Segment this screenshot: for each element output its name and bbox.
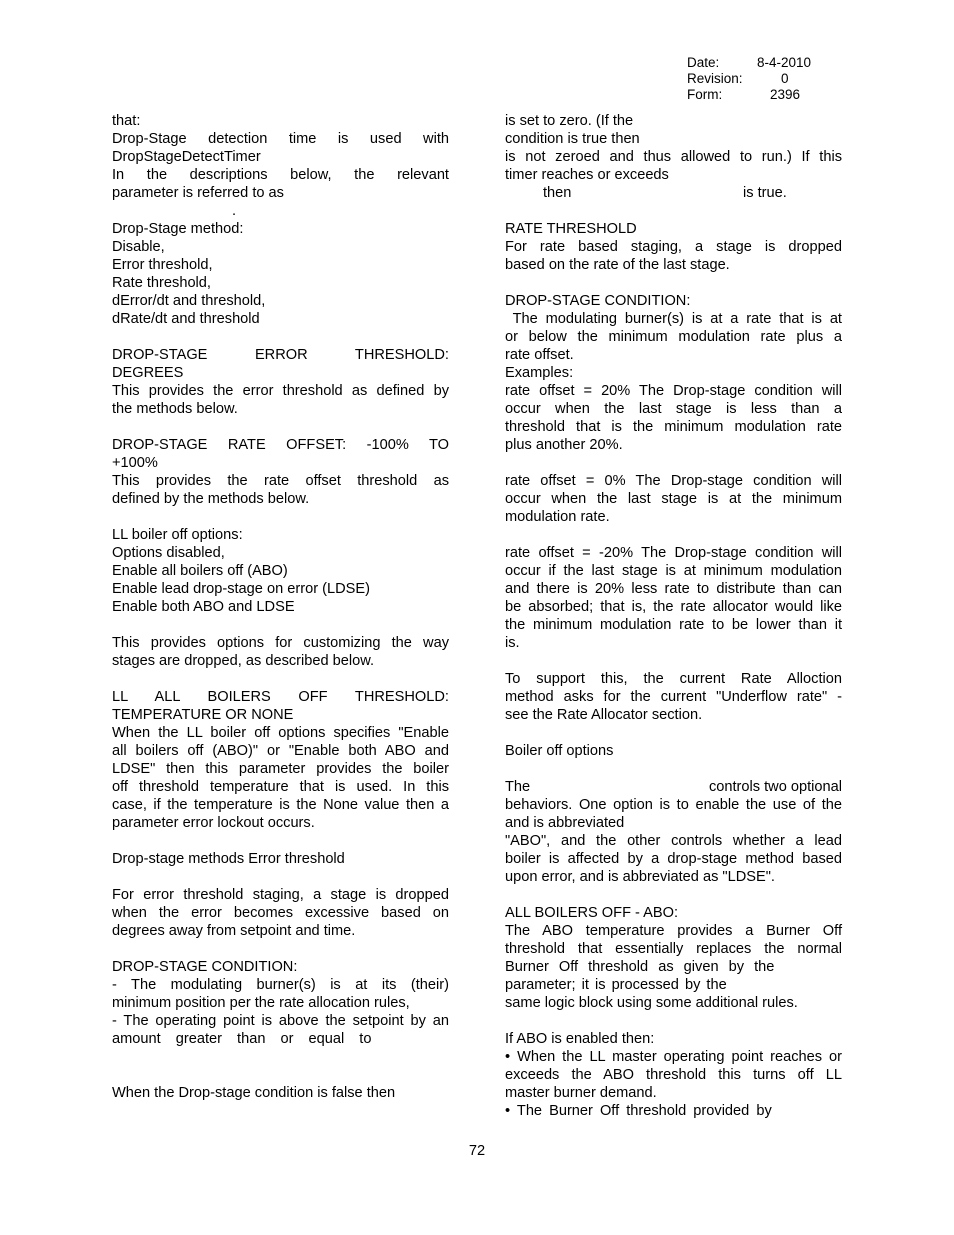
text-line: see the Rate Allocator section. — [505, 707, 703, 723]
section-heading: DROP-STAGE CONDITION: — [505, 293, 691, 309]
text-line: is set to zero. (If the — [505, 113, 634, 129]
text-line: that: — [112, 113, 141, 129]
text-line: rate offset = 20% The Drop-stage condition will — [505, 383, 842, 399]
text-line: when the error becomes excessive based on — [112, 905, 449, 921]
right-column — [505, 112, 842, 1120]
section-heading: Drop-Stage method: — [112, 221, 244, 237]
text-line: stages are dropped, as described below. — [112, 653, 375, 669]
section-heading: Boiler off options — [505, 743, 614, 759]
text-line: defined by the methods below. — [112, 491, 310, 507]
list-item: • The Burner Off threshold provided by — [505, 1103, 772, 1119]
text-line: To support this, the current Rate Alloction — [505, 671, 842, 687]
text-line: This provides the rate offset threshold as — [112, 473, 449, 489]
section-heading: Drop-stage methods Error threshold — [112, 851, 345, 867]
text-line: and there is 20% less rate to distribute than can — [505, 581, 842, 597]
text-line: For rate based staging, a stage is dropped — [505, 239, 842, 255]
text-line: amount greater than or equal to — [112, 1031, 372, 1047]
section-heading: LL ALL BOILERS OFF THRESHOLD: — [112, 689, 449, 705]
text-line: same logic block using some additional rules. — [505, 995, 798, 1011]
text-line: The ABO temperature provides a Burner Off — [505, 923, 842, 939]
header-revision: Revision: 0 — [687, 71, 789, 86]
section-heading: DEGREES — [112, 365, 184, 381]
text-line: rate offset = -20% The Drop-stage condition will — [505, 545, 842, 561]
text-line: This provides the error threshold as defined by — [112, 383, 449, 399]
text-line: is not zeroed and thus allowed to run.) If this — [505, 149, 842, 165]
text-line: and is abbreviated — [505, 815, 625, 831]
text-line: If ABO is enabled then: — [505, 1031, 655, 1047]
text-line: For error threshold staging, a stage is dropped — [112, 887, 449, 903]
text-line: rate offset. — [505, 347, 574, 363]
text-line: be absorbed; that is, the rate allocator would like — [505, 599, 842, 615]
section-heading: DROP-STAGE ERROR THRESHOLD: — [112, 347, 449, 363]
text-line: rate offset = 0% The Drop-stage condition will — [505, 473, 842, 489]
text-line: occur when the last stage is less than a — [505, 401, 842, 417]
list-item: dRate/dt and threshold — [112, 311, 260, 327]
text-line — [505, 184, 842, 202]
list-item: Disable, — [112, 239, 165, 255]
text-line: case, if the temperature is the None value then a — [112, 797, 449, 813]
list-item: Enable all boilers off (ABO) — [112, 563, 288, 579]
text-line: off threshold temperature that is used. In this — [112, 779, 449, 795]
list-item: master burner demand. — [505, 1085, 657, 1101]
list-item: Rate threshold, — [112, 275, 211, 291]
section-heading: ALL BOILERS OFF - ABO: — [505, 905, 679, 921]
section-heading: DROP-STAGE CONDITION: — [112, 959, 298, 975]
text-line: or below the minimum modulation rate plus a — [505, 329, 842, 345]
text-line: This provides options for customizing the way — [112, 635, 449, 651]
text-line: plus another 20%. — [505, 437, 623, 453]
list-item: Error threshold, — [112, 257, 213, 273]
text-line: the minimum modulation rate to be lower than it — [505, 617, 842, 633]
text-line: parameter; it is processed by the — [505, 977, 727, 993]
text-line — [505, 778, 842, 796]
text-line: LDSE" then this parameter provides the boiler — [112, 761, 449, 777]
text-line: upon error, and is abbreviated as "LDSE". — [505, 869, 775, 885]
text-line: based on the rate of the last stage. — [505, 257, 730, 273]
text-line: When the LL boiler off options specifies "Enable — [112, 725, 449, 741]
text-line: When the Drop-stage condition is false then — [112, 1085, 396, 1101]
document-header — [687, 55, 811, 103]
text-line: occur when the last stage is at the minimum — [505, 491, 842, 507]
text-fragment: is true. — [743, 185, 787, 201]
text-line: is. — [505, 635, 520, 651]
text-line: - The modulating burner(s) is at its (their) — [112, 977, 449, 993]
text-line: Drop-Stage detection time is used with — [112, 131, 449, 147]
list-item: exceeds the ABO threshold this turns off LL — [505, 1067, 842, 1083]
list-item: dError/dt and threshold, — [112, 293, 266, 309]
text-line: parameter is referred to as — [112, 185, 284, 201]
text-line: occur if the last stage is at minimum modulation — [505, 563, 842, 579]
text-line: method asks for the current "Underflow rate" - — [505, 689, 842, 705]
left-column — [112, 112, 449, 1102]
text-line: degrees away from setpoint and time. — [112, 923, 356, 939]
list-item: Options disabled, — [112, 545, 225, 561]
text-line: all boilers off (ABO)" or "Enable both ABO and — [112, 743, 449, 759]
text-line: . — [232, 203, 237, 219]
text-line: Burner Off threshold as given by the — [505, 959, 775, 975]
text-fragment: then — [543, 185, 572, 201]
text-line: parameter error lockout occurs. — [112, 815, 315, 831]
text-line: minimum position per the rate allocation rules, — [112, 995, 410, 1011]
text-line: boiler is affected by a drop-stage method based — [505, 851, 842, 867]
text-fragment: The — [505, 779, 531, 795]
text-line: threshold that is the minimum modulation rate — [505, 419, 842, 435]
text-line: DropStageDetectTimer — [112, 149, 261, 165]
header-date: Date: 8-4-2010 — [687, 55, 812, 70]
text-line: modulation rate. — [505, 509, 610, 525]
section-heading: DROP-STAGE RATE OFFSET: -100% TO — [112, 437, 449, 453]
text-line: the methods below. — [112, 401, 238, 417]
list-item: • When the LL master operating point reaches or — [505, 1049, 842, 1065]
section-heading: +100% — [112, 455, 158, 471]
text-line: condition is true then — [505, 131, 640, 147]
text-line: In the descriptions below, the relevant — [112, 167, 449, 183]
section-heading: LL boiler off options: — [112, 527, 243, 543]
text-line: threshold that essentially replaces the normal — [505, 941, 842, 957]
text-fragment: controls two optional — [708, 779, 842, 795]
text-line: Examples: — [505, 365, 574, 381]
text-line: behaviors. One option is to enable the use of the — [505, 797, 842, 813]
header-form: Form: 2396 — [687, 87, 801, 102]
list-item: Enable lead drop-stage on error (LDSE) — [112, 581, 370, 597]
page-number: 72 — [468, 1143, 486, 1159]
section-heading: TEMPERATURE OR NONE — [112, 707, 294, 723]
text-line: The modulating burner(s) is at a rate that is at — [505, 311, 842, 327]
text-line: timer reaches or exceeds — [505, 167, 669, 183]
text-line: "ABO", and the other controls whether a lead — [505, 833, 842, 849]
list-item: Enable both ABO and LDSE — [112, 599, 295, 615]
text-line: - The operating point is above the setpoint by an — [112, 1013, 449, 1029]
section-heading: RATE THRESHOLD — [505, 221, 637, 237]
